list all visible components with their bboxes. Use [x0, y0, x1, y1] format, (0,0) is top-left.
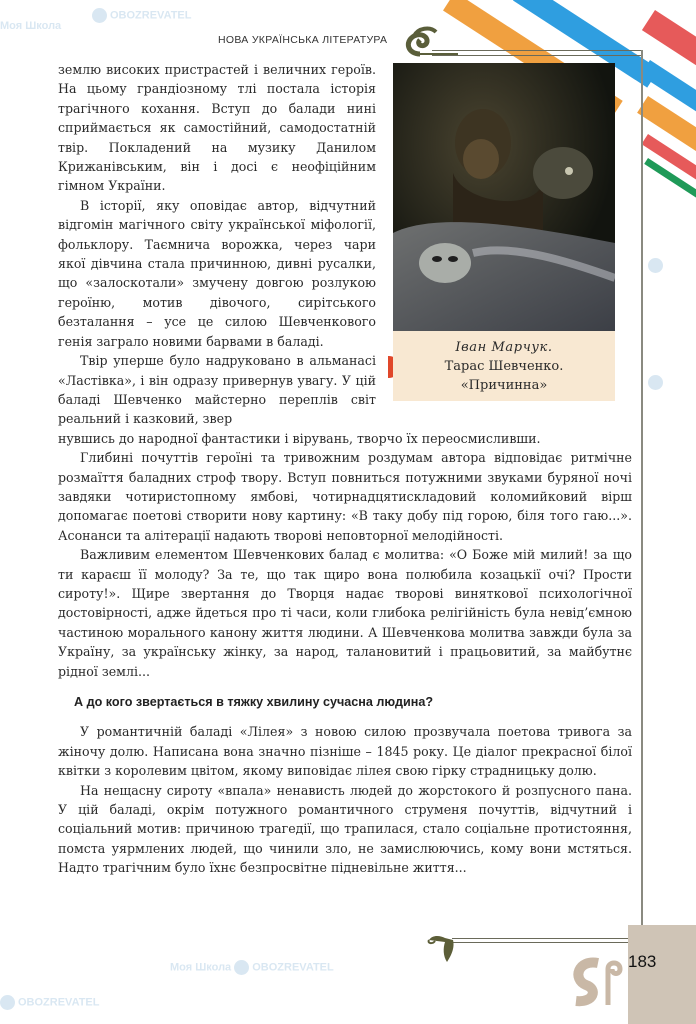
paragraph: У романтичній баладі «Лілея» з новою силою прозвучала поетова тривога за жіночу долю. Написана вона значно пізніше – 1845 року. Це діалог прекрасної білої квітки з королевим цвітом, якому виповідає лілея свою гірку страдницьку долю. — [58, 724, 632, 779]
paragraph: Важливим елементом Шевченкових балад є молитва: «О Боже мій милий! за що ти караєш її молоду? За те, що так щиро вона полюбила козацькії очі? Прости сироту!». Щире звертання до Творця надає творові виняткової психологічної достовірності, адже йдеться про ті часи, коли глибока релігійність була невід’ємною частиною морального канону життя людини. А Шевченкова молитва завжди була за Україну, за українську жінку, за народ, талановитий і працьовитий, за майбутнє рідної землі... — [58, 547, 632, 679]
figure-spacer — [386, 60, 632, 412]
watermark — [648, 375, 666, 390]
caption-subject: Тарас Шевченко. — [444, 359, 564, 374]
frame-right-border — [641, 50, 643, 941]
paragraph: Глибині почуттів героїні та тривожним роздумам автора відповідає ритмічне розмаїття баладних строф твору. Вступ повниться потужними звуками буряної ночі завдяки чотиристопному ямбові, чотирнадцятискладовий коломийковий вірш допомагає поетові створити нову картину: «В таку добу під горою, біля того гаю...». Асонанси та алітерації надають творові неповторної мелодійності. — [58, 450, 632, 543]
section-question: А до кого звертається в тяжку хвилину сучасна людина? — [74, 695, 434, 709]
ornament-leaf-icon — [425, 930, 461, 964]
frame-top-border — [432, 50, 642, 56]
page-tab — [628, 925, 696, 1024]
paragraph: В історії, яку оповідає автор, відчутний відгомін магічного світу української міфології, фольклору. Таємнича ворожка, через чари якої дівчина стала причинною, дивні русалки, що «залоскотали» змучену довгою розлукою героїню, мотив дівочого, сирітського безталання – усе це силою Шевченкового генія заграло новими барвами в баладі. — [58, 197, 376, 349]
watermark: Моя Школа — [0, 20, 62, 32]
caption-author: Іван Марчук. — [455, 340, 553, 355]
paragraph-continuation: нувшись до народної фантастики і вірувань, творчо їх переосмисливши. — [58, 430, 541, 446]
watermark — [648, 258, 666, 273]
page-number: 183 — [628, 952, 657, 971]
watermark: OBOZREVATEL — [92, 8, 191, 23]
paragraph: землю високих пристрастей і величних героїв. На цьому грандіозному тлі постала історія трагічного кохання. Вступ до балади нині сприймається як самостійний, самодостатній твір. Покладений на музику Данилом Крижанівським, він і досі є неофіційним гімном України. — [58, 62, 376, 194]
ornament-monogram-icon — [568, 955, 628, 1007]
watermark: Моя Школа OBOZREVATEL — [170, 961, 334, 974]
caption-title: «Причинна» — [460, 378, 548, 393]
watermark: OBOZREVATEL — [0, 995, 99, 1010]
running-title: НОВА УКРАЇНСЬКА ЛІТЕРАТУРА — [218, 34, 388, 46]
paragraph: На нещасну сироту «впала» ненависть людей до жорстокого й розпусного пана. У цій баладі, окрім потужного романтичного струменя почуттів, відчутний і соціальний мотив: причиною трагедії, що трапилася, стало соціальне протистояння, помста уярмлених людей, що чинили зло, не замислюючись, кому вони мстяться. Надто трагічним було їхнє безпросвітне підневільне життя... — [58, 782, 632, 876]
paragraph: Твір уперше було надруковано в альманасі «Ластівка», і він одразу привернув увагу. У цій баладі Шевченко майстерно переплів світ реальний і казковий, звер — [58, 353, 376, 427]
frame-bottom-border — [452, 938, 643, 943]
text-body — [58, 60, 632, 878]
